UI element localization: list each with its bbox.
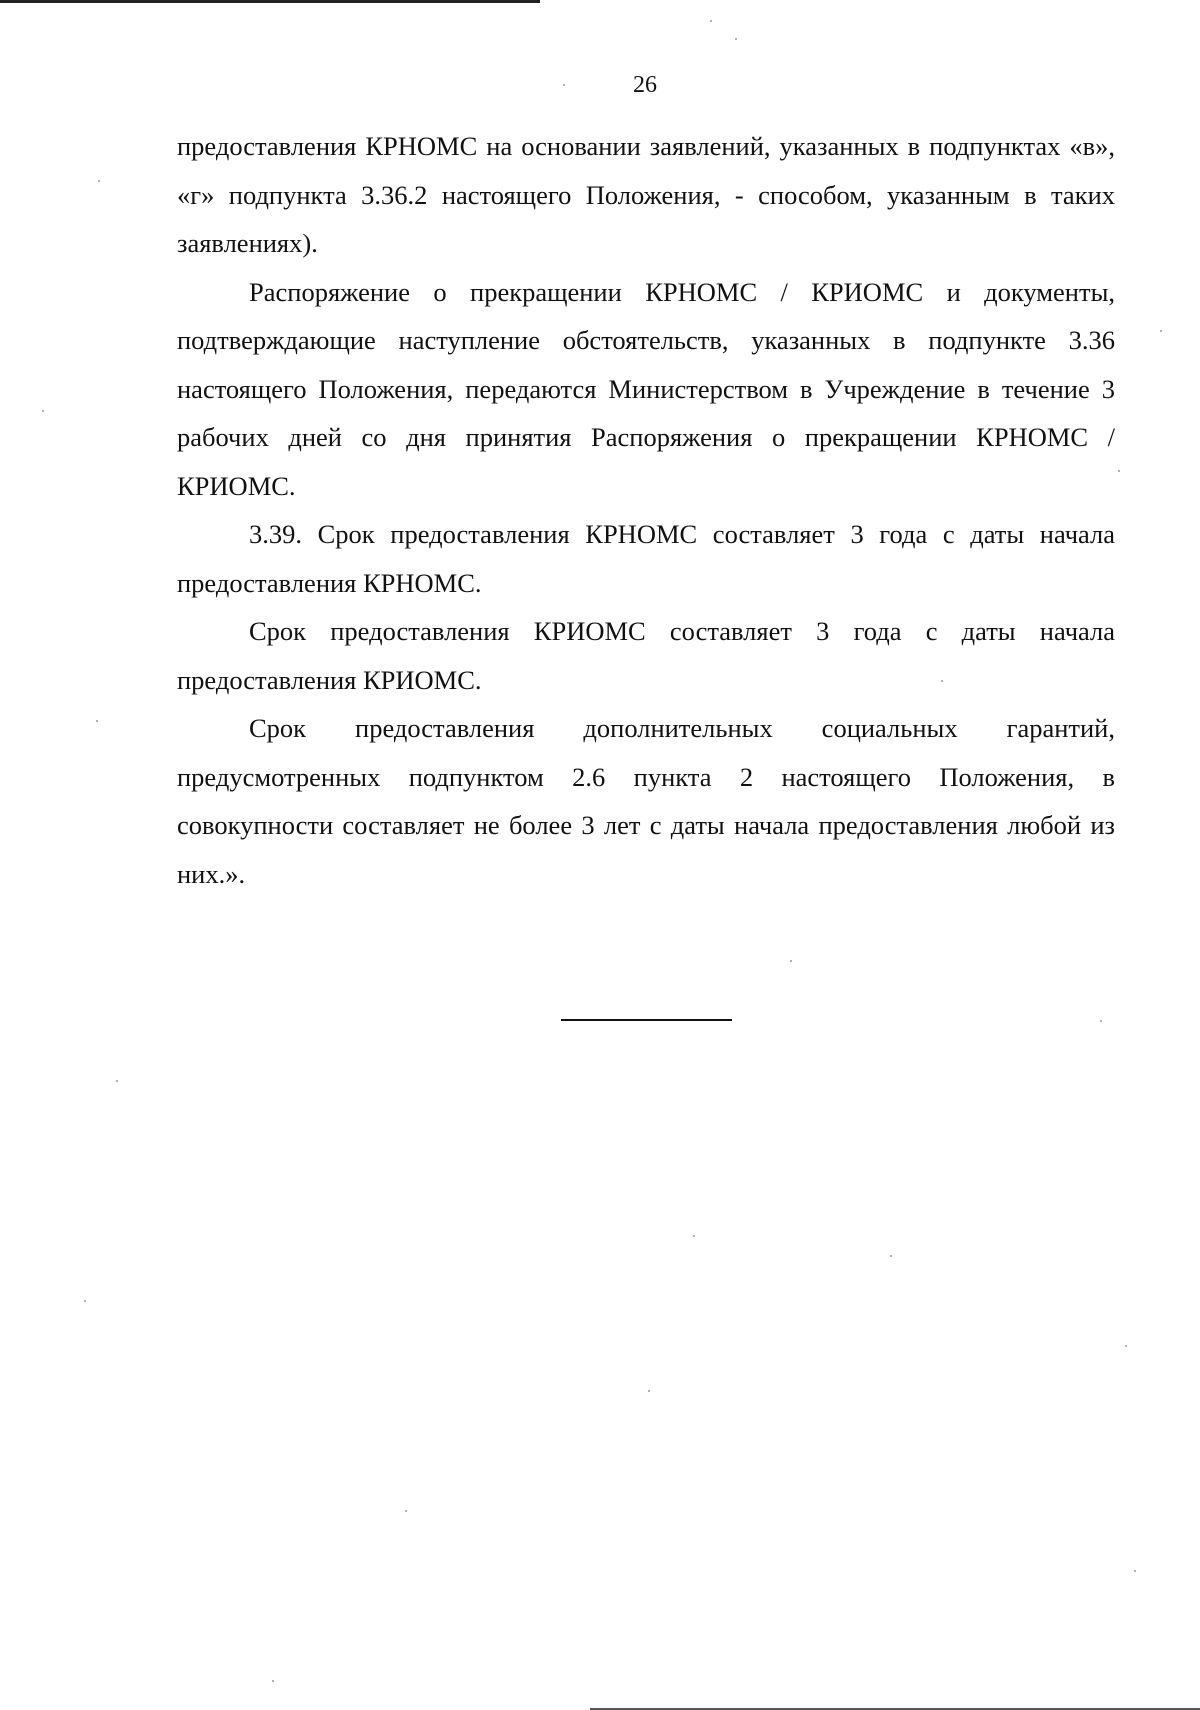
paragraph-guarantees-term: Срок предоставления дополнительных социальных гарантий, предусмотренных подпунктом 2.6 пункта 2 настоящего Положения, в совокупности составляет не более 3 лет с даты начала предоставления любой из них.». [177, 713, 1115, 889]
scan-speck [42, 410, 44, 412]
paragraph-kriooms-term: Срок предоставления КРИОМС составляет 3 года с даты начала предоставления КРИОМС. [177, 616, 1115, 695]
scan-speck [693, 1235, 695, 1237]
scan-speck [735, 38, 737, 40]
scan-speck [648, 1390, 650, 1392]
end-of-document-rule [561, 1019, 732, 1021]
paragraph-order-transfer: Распоряжение о прекращении КРНОМС / КРИОМС и документы, подтверждающие наступление обстоятельств, указанных в подпункте 3.36 настоящего Положения, передаются Министерством в Учреждение в течение 3 рабочих дней со дня принятия Распоряжения о прекращении КРНОМС / КРИОМС. [177, 276, 1115, 501]
scan-speck [790, 960, 792, 962]
scan-speck [116, 1080, 118, 1082]
scan-speck [405, 1510, 407, 1512]
page-number: 26 [633, 72, 657, 98]
scan-speck [890, 1255, 892, 1257]
scan-edge-top [0, 0, 540, 3]
scan-speck [96, 720, 98, 722]
scan-speck [710, 20, 712, 22]
scan-speck [1118, 470, 1120, 472]
paragraph-continuation: предоставления КРНОМС на основании заявлений, указанных в подпунктах «в», «г» подпункта 3.36.2 настоящего Положения, - способом, указанным в таких заявлениях). [177, 131, 1115, 258]
scan-speck [1125, 1345, 1127, 1347]
paragraph-clause-3-39: 3.39. Срок предоставления КРНОМС составляет 3 года с даты начала предоставления КРНОМС. [177, 519, 1115, 598]
scan-speck [563, 84, 565, 86]
scan-speck [1160, 330, 1162, 332]
scan-speck [98, 180, 100, 182]
scan-speck [84, 1300, 86, 1302]
scan-speck [941, 680, 943, 682]
scan-speck [272, 1680, 274, 1682]
document-body [177, 122, 1115, 898]
scan-speck [1134, 1570, 1136, 1572]
scan-speck [1100, 1020, 1102, 1022]
